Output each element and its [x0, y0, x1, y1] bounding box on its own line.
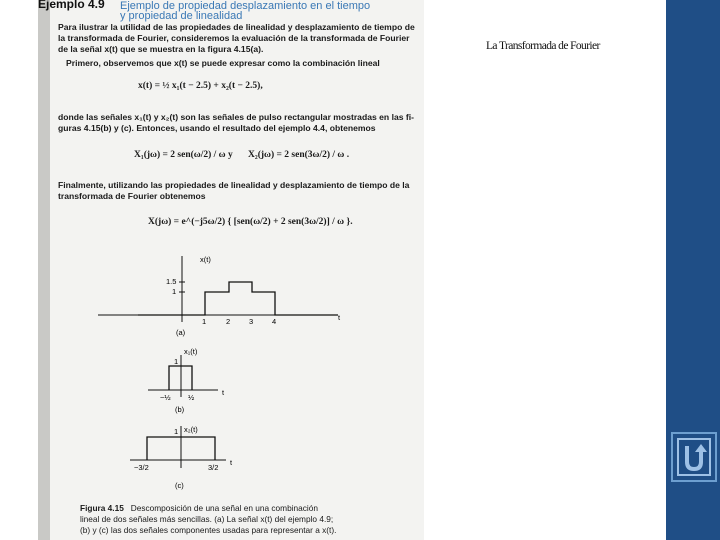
plot-a-tag: (a) [176, 328, 186, 337]
equation-2-and: y [228, 150, 233, 160]
back-button-frame [677, 438, 711, 476]
plot-a-xtick-label: 2 [226, 317, 231, 326]
paragraph-line: guras 4.15(b) y (c). Entonces, usando el resultado del ejemplo 4.4, obtenemos [58, 123, 376, 133]
equation-2b: X₂(jω) = 2 sen(3ω/2) / ω . [248, 150, 350, 160]
plot-a-xtick-label: 4 [272, 317, 277, 326]
plot-a-ytick-label: 1 [172, 287, 177, 296]
paragraph-line: de la señal x(t) que se muestra en la figura 4.15(a). [58, 44, 264, 54]
plot-b-ytick-label: 1 [174, 357, 179, 366]
plot-b-xlabel: t [222, 388, 225, 397]
plot-c-tag: (c) [175, 481, 184, 490]
example-subtitle-line1: Ejemplo de propiedad desplazamiento en el tiempo [120, 0, 371, 12]
plot-c [130, 425, 233, 490]
slide-title: La Transformada de Fourier [486, 40, 600, 52]
plot-b-ylabel: x₁(t) [184, 347, 198, 356]
paragraph-line: transformada de Fourier obtenemos [58, 191, 206, 201]
plot-c-xtick-label: −3/2 [134, 463, 149, 472]
plot-b-xtick-label: ½ [188, 393, 195, 402]
paragraph-line: donde las señales x₁(t) y x₂(t) son las señales de pulso rectangular mostradas en las fi- [58, 112, 415, 122]
paragraph-line: la transformada de Fourier, consideremos la evaluación de la transformada de Fourier [58, 33, 410, 43]
plot-a-xtick-label: 1 [202, 317, 207, 326]
plot-b-tag: (b) [175, 405, 185, 414]
figure-caption [80, 503, 336, 536]
plot-a-ytick-label: 1.5 [166, 277, 177, 286]
plot-c-xlabel: t [230, 458, 233, 467]
caption-line: lineal de dos señales más sencillas. (a) La señal x(t) del ejemplo 4.9; [80, 514, 334, 524]
plot-a [98, 255, 341, 337]
caption-line: (b) y (c) las dos señales componentes usadas para representar a x(t). [80, 525, 337, 535]
back-button[interactable] [671, 432, 717, 482]
plot-c-ylabel: x₂(t) [184, 425, 198, 434]
scanned-page [38, 0, 424, 540]
equation-2a: X₁(jω) = 2 sen(ω/2) / ω [134, 150, 226, 160]
plot-b [148, 347, 225, 414]
plot-a-ylabel: x(t) [200, 255, 211, 264]
figure-4-15 [38, 240, 424, 500]
plot-c-xtick-label: 3/2 [208, 463, 219, 472]
plot-a-signal [138, 282, 338, 315]
paragraph-line: Para ilustrar la utilidad de las propiedades de linealidad y desplazamiento de tiempo de [58, 22, 415, 32]
equation-3: X(jω) = e^(−j5ω/2) { [sen(ω/2) + 2 sen(3ω/2)] / ω }. [148, 217, 353, 227]
plot-b-xtick-label: −½ [160, 393, 171, 402]
equation-1: x(t) = ½ x₁(t − 2.5) + x₂(t − 2.5), [138, 81, 263, 91]
paragraph-line: Finalmente, utilizando las propiedades de linealidad y desplazamiento de tiempo de la [58, 180, 410, 190]
example-subtitle [120, 1, 370, 21]
plot-a-xlabel: t [338, 313, 341, 322]
example-subtitle-line2: y propiedad de linealidad [120, 10, 243, 22]
example-label: Ejemplo 4.9 [38, 0, 105, 11]
caption-line: Descomposición de una señal en una combinación [130, 503, 318, 513]
return-arrow-icon [679, 440, 709, 474]
paragraph-line: Primero, observemos que x(t) se puede expresar como la combinación lineal [66, 58, 380, 68]
plot-a-xtick-label: 3 [249, 317, 254, 326]
caption-label: Figura 4.15 [80, 503, 124, 513]
plot-c-ytick-label: 1 [174, 427, 179, 436]
